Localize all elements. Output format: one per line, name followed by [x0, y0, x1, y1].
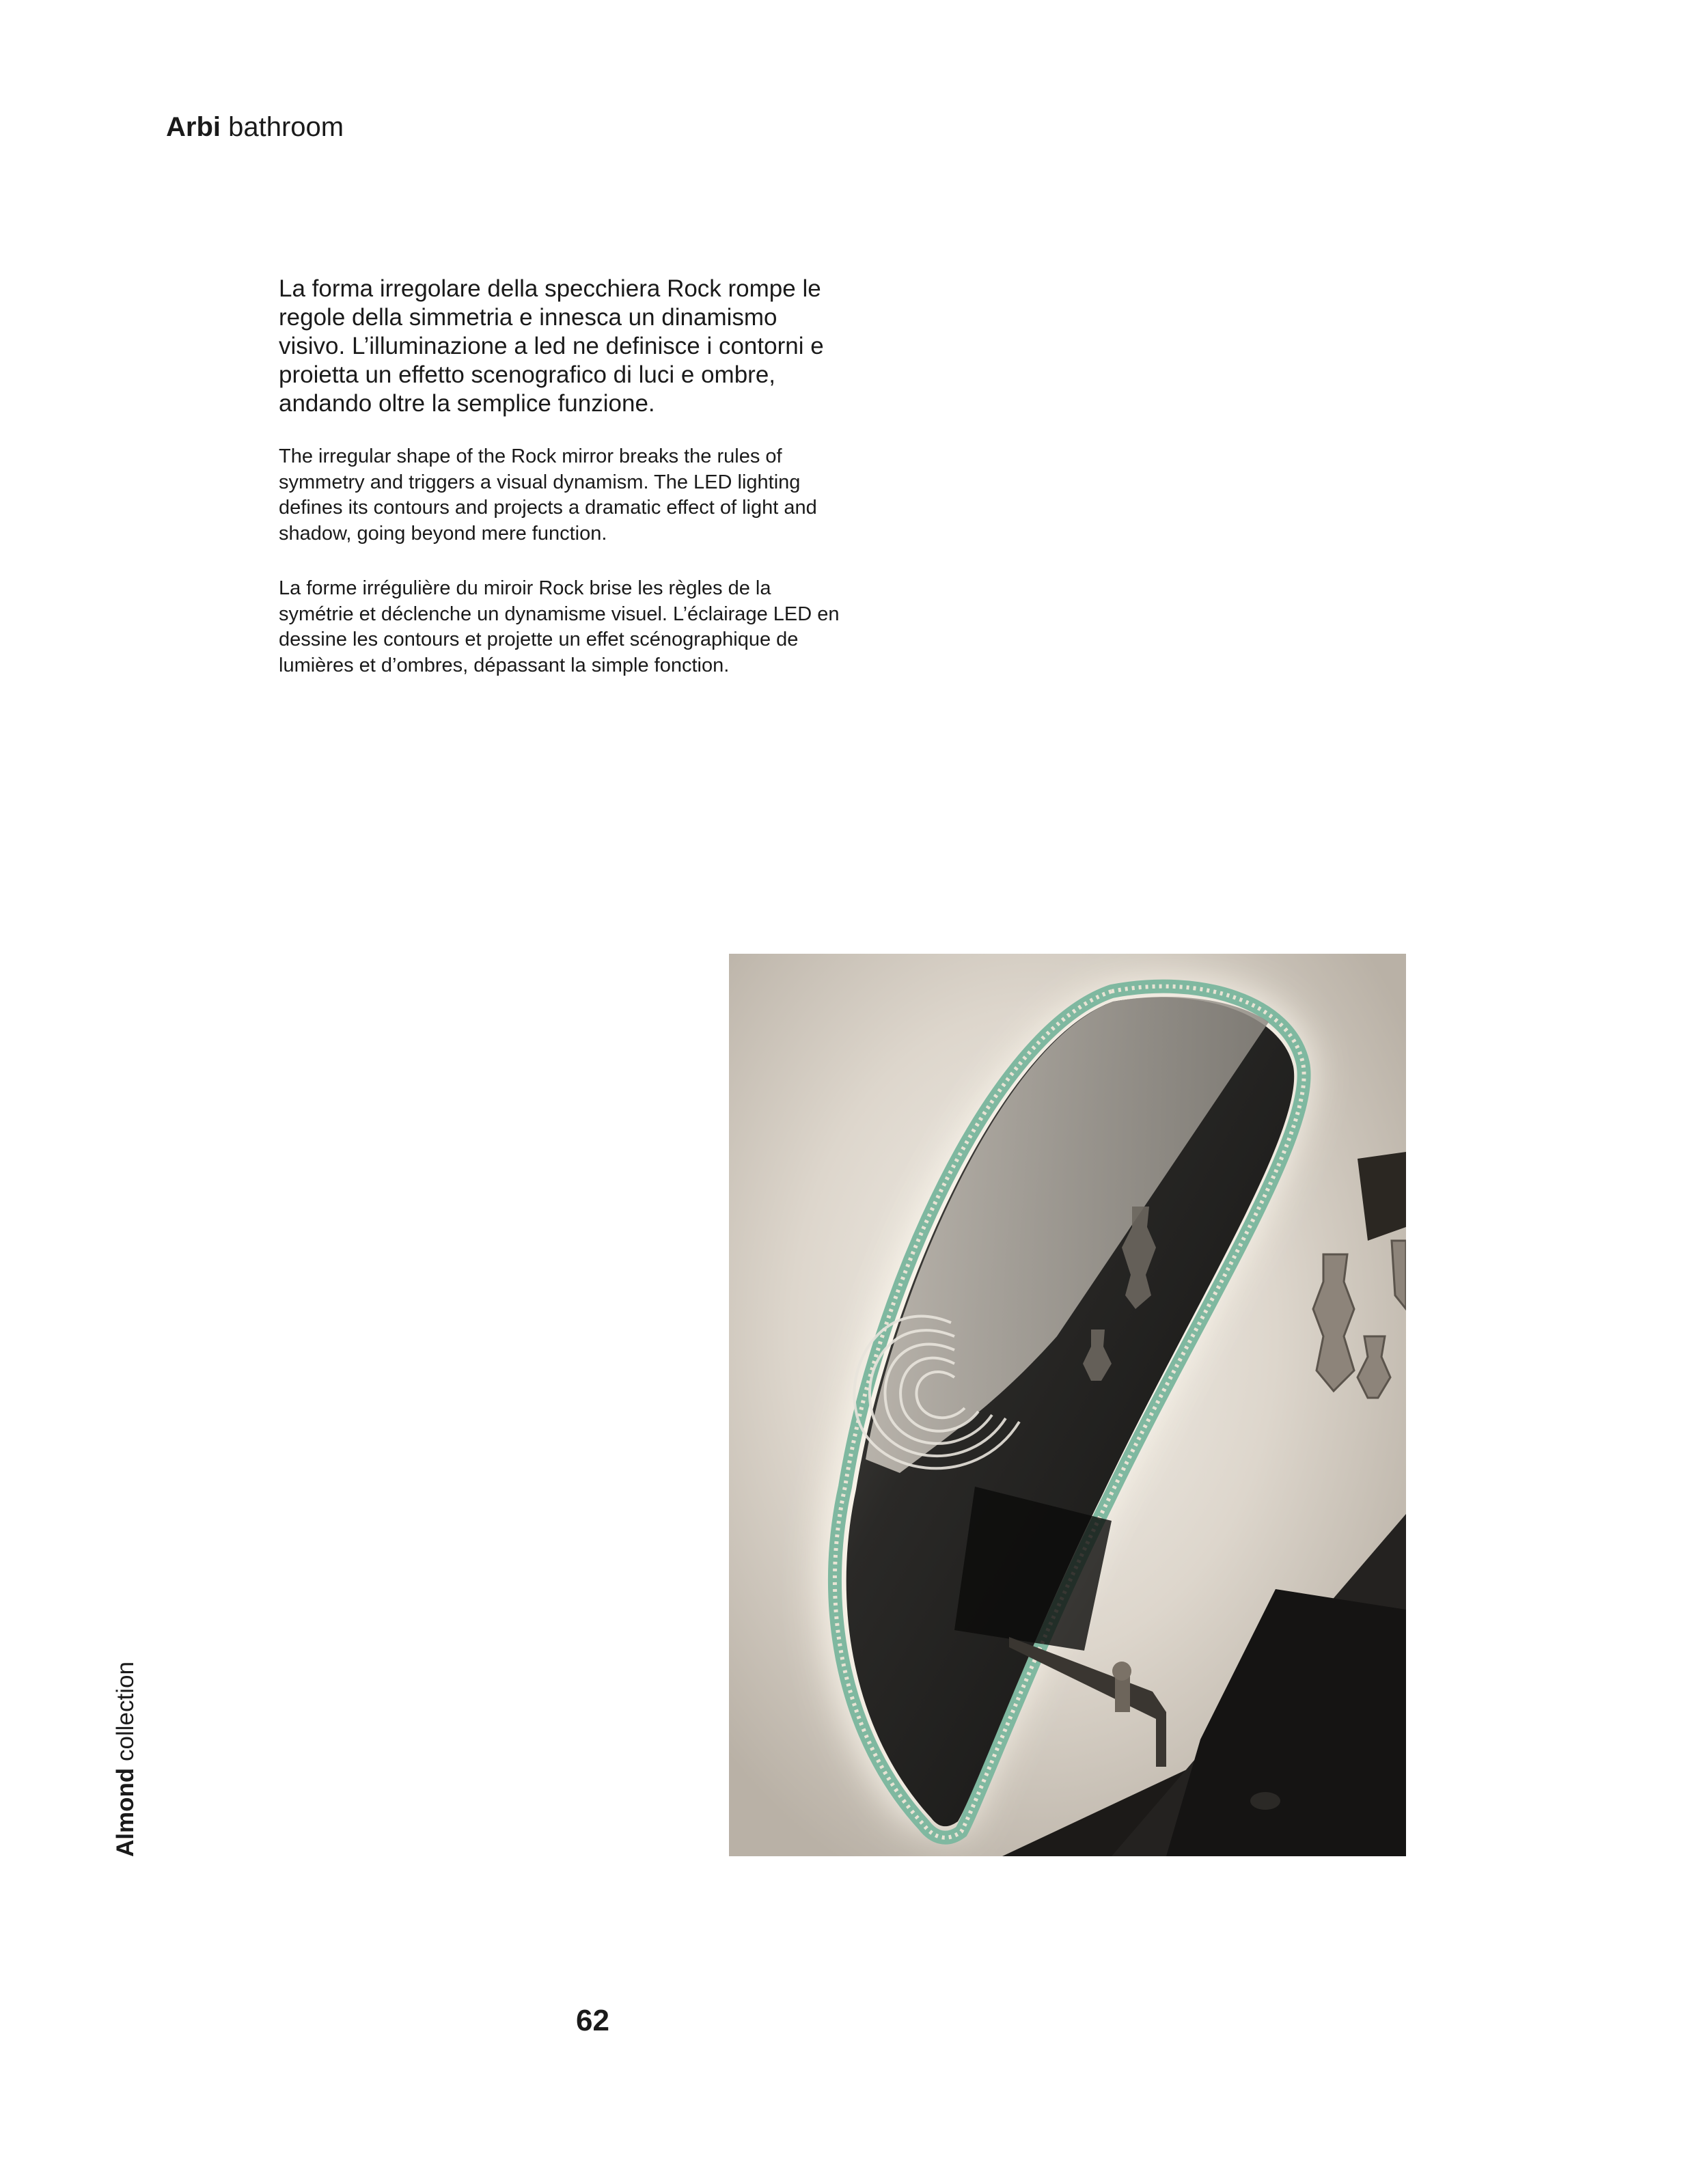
page-header: [166, 109, 344, 145]
page-number: 62: [576, 2004, 609, 2037]
description-italian: La forma irregolare della specchiera Rock rompe le regole della simmetria e innesca un dinamismo visivo. L’illuminazione a led ne definisce i contorni e proietta un effetto scenografico di luci e ombre, andando oltre la semplice funzione.: [279, 275, 824, 417]
rock-mirror-bathroom-photo: [729, 954, 1406, 1856]
header-section: bathroom: [228, 112, 344, 142]
description-english: The irregular shape of the Rock mirror breaks the rules of symmetry and triggers a visual dynamism. The LED lighting defines its contours and projects a dramatic effect of light and shadow, going beyond mere function.: [279, 445, 817, 545]
product-photo: [729, 954, 1406, 1856]
header-brand: Arbi: [166, 112, 221, 142]
collection-brand: Almond: [112, 1767, 139, 1857]
collection-word: collection: [112, 1662, 139, 1761]
description-french: La forme irrégulière du miroir Rock brise les règles de la symétrie et déclenche un dynamisme visuel. L’éclairage LED en dessine les contours et projette un effet scénographique de lumières et d’ombres, dépassant la simple fonction.: [279, 577, 840, 676]
collection-side-label: [111, 1662, 141, 1857]
description-block: [279, 275, 846, 708]
